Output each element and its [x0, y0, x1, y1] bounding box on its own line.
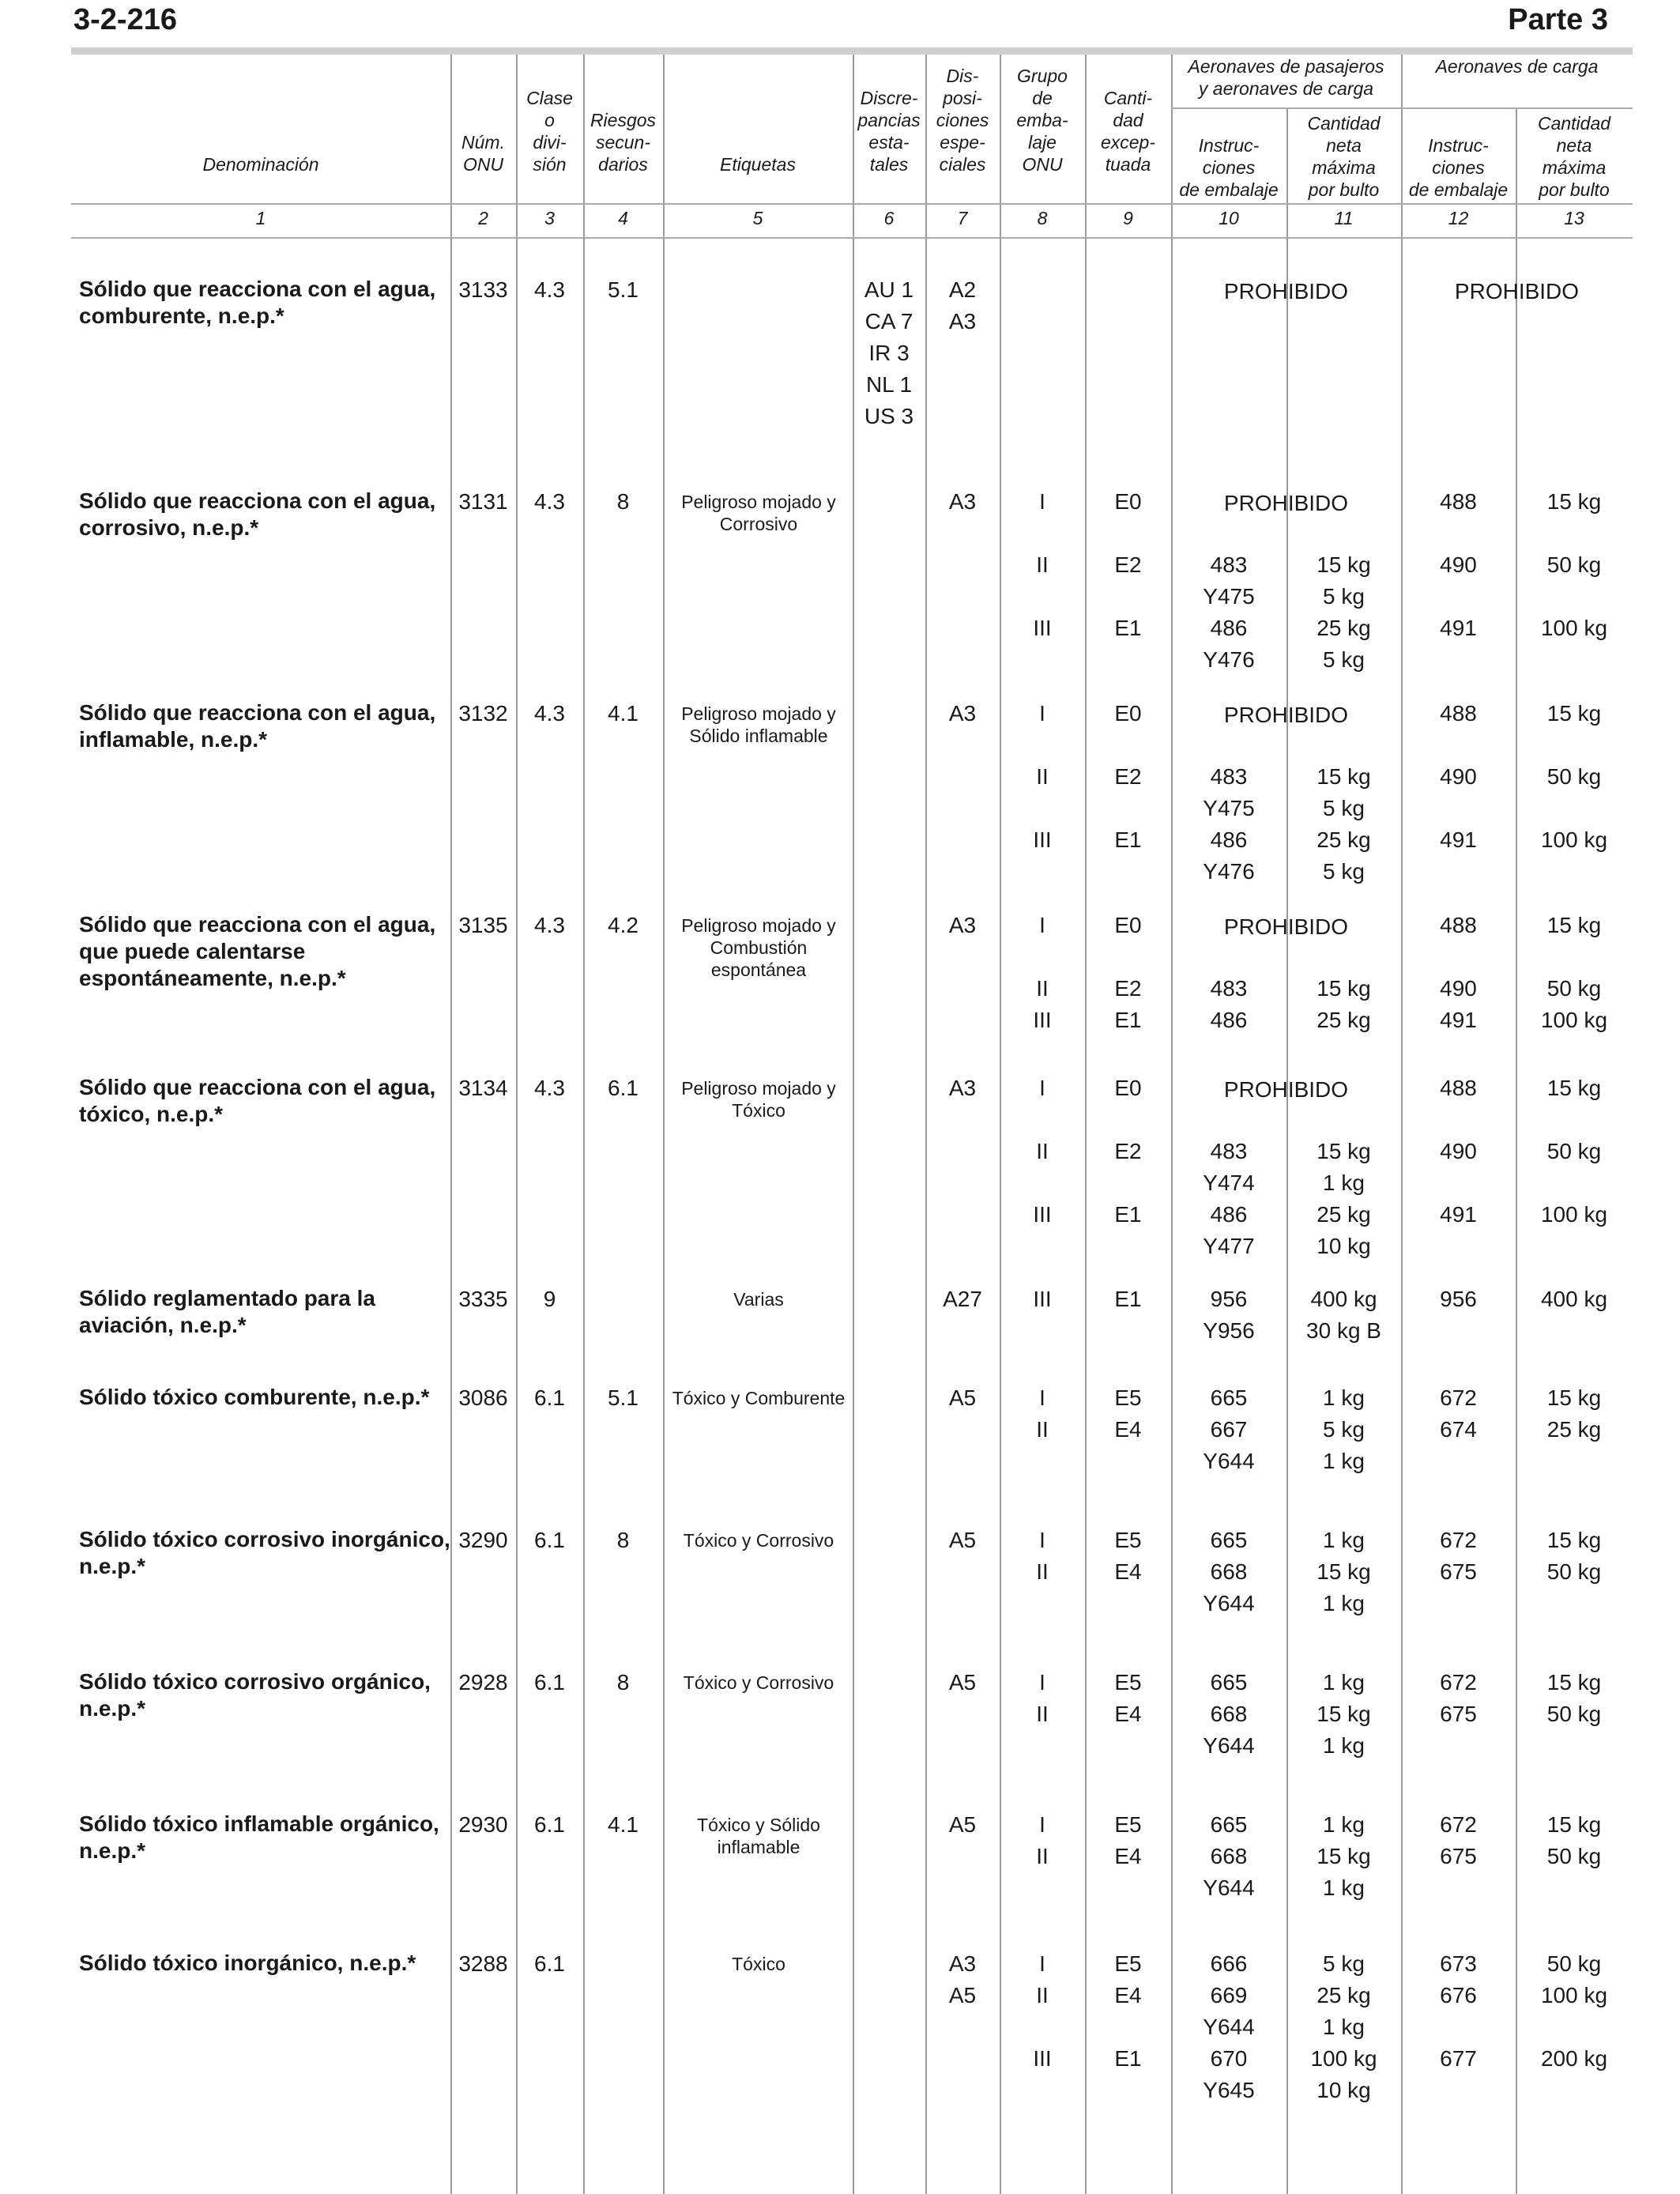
- column-number: 4: [618, 208, 628, 228]
- excepted-quantity: E0 E2 E1: [1114, 1076, 1142, 1227]
- cargo-packing-instruction: 672 675: [1440, 1812, 1477, 1868]
- onu-number: 3086: [458, 1385, 508, 1410]
- special-provisions: A5: [948, 1812, 977, 1837]
- column-divider: [450, 55, 452, 2194]
- onu-number: 3290: [458, 1528, 508, 1552]
- denomination: Sólido tóxico inflamable orgánico, n.e.p.*: [79, 1811, 439, 1863]
- cargo-max-quantity: 15 kg 50 kg 100 kg: [1540, 701, 1608, 852]
- excepted-quantity: E0 E2 E1: [1114, 701, 1142, 852]
- column-number: 12: [1448, 208, 1469, 228]
- passenger-packing-instruction: 666 669 Y644 670 Y645: [1203, 1951, 1255, 2102]
- packing-group: III: [1033, 1287, 1052, 1311]
- class-division: 4.3: [534, 277, 565, 302]
- column-number-divider: [71, 237, 1633, 239]
- header-clase: Clase o divi- sión: [526, 88, 573, 175]
- cargo-max-quantity: 400 kg: [1540, 1287, 1608, 1311]
- part-label: Parte 3: [1508, 3, 1608, 36]
- secondary-risk: 8: [616, 1528, 630, 1552]
- special-provisions: A5: [948, 1385, 977, 1410]
- column-divider: [925, 55, 927, 2194]
- passenger-packing-instruction: 665 668 Y644: [1203, 1812, 1255, 1900]
- secondary-risk: 5.1: [608, 1385, 638, 1410]
- column-number: 8: [1037, 208, 1048, 228]
- secondary-risk: 6.1: [608, 1076, 638, 1100]
- cargo-packing-instruction: 488 490 491: [1440, 913, 1477, 1032]
- passenger-max-quantity: 15 kg 5 kg 25 kg 5 kg: [1317, 552, 1371, 672]
- cargo-packing-instruction: 672 675: [1440, 1670, 1477, 1726]
- hazard-label: Peligroso mojado y Corrosivo: [681, 492, 836, 534]
- special-provisions: A27: [943, 1287, 982, 1311]
- passenger-prohibited: PROHIBIDO: [1223, 914, 1349, 939]
- cargo-packing-instruction: 488 490 491: [1440, 489, 1477, 640]
- secondary-risk: 8: [616, 1670, 630, 1695]
- cargo-max-quantity: 50 kg 100 kg 200 kg: [1540, 1951, 1608, 2071]
- denomination: Sólido que reacciona con el agua, comburente, n.e.p.*: [79, 277, 436, 328]
- state-variations: AU 1 CA 7 IR 3 NL 1 US 3: [864, 277, 914, 428]
- column-number: 13: [1564, 208, 1584, 228]
- header-cantidad-neta: Cantidad neta máxima por bulto: [1307, 113, 1381, 200]
- special-provisions: A3: [948, 701, 977, 726]
- column-divider: [583, 55, 585, 2194]
- secondary-risk: 4.1: [608, 701, 638, 726]
- passenger-prohibited: PROHIBIDO: [1223, 703, 1349, 727]
- passenger-max-quantity: 15 kg 1 kg 25 kg 10 kg: [1317, 1139, 1371, 1258]
- column-number: 9: [1123, 208, 1133, 228]
- column-number: 11: [1334, 208, 1354, 228]
- denomination: Sólido que reacciona con el agua, corrosivo, n.e.p.*: [79, 488, 436, 540]
- header-etiquetas: Etiquetas: [720, 154, 796, 175]
- hazard-label: Tóxico y Sólido inflamable: [697, 1815, 820, 1857]
- group-divider: [1171, 107, 1633, 109]
- cargo-packing-instruction: 673 676 677: [1440, 1951, 1477, 2071]
- hazard-label: Tóxico y Corrosivo: [683, 1672, 834, 1693]
- class-division: 6.1: [534, 1670, 565, 1695]
- passenger-prohibited: PROHIBIDO: [1223, 279, 1349, 303]
- cargo-max-quantity: 15 kg 50 kg 100 kg: [1540, 1076, 1608, 1227]
- packing-group: I II III: [1033, 913, 1052, 1032]
- header-pasajeros: Aeronaves de pasajeros y aeronaves de carga: [1188, 56, 1384, 99]
- onu-number: 3133: [458, 277, 508, 302]
- header-discrepancias: Discre- pancias esta- tales: [857, 88, 921, 175]
- passenger-packing-instruction: 665 667 Y644: [1203, 1385, 1255, 1473]
- onu-number: 2930: [458, 1812, 508, 1837]
- cargo-packing-instruction: 672 675: [1440, 1528, 1477, 1584]
- header-cantidad-exceptuada: Canti- dad excep- tuada: [1100, 88, 1156, 175]
- column-number: 1: [255, 208, 266, 228]
- onu-number: 3288: [458, 1951, 508, 1976]
- passenger-packing-instruction: 483 Y474 486 Y477: [1203, 1139, 1255, 1258]
- packing-group: I II III: [1033, 1076, 1052, 1227]
- class-division: 6.1: [534, 1385, 565, 1410]
- header-carga: Aeronaves de carga: [1435, 56, 1599, 77]
- passenger-max-quantity: 400 kg 30 kg B: [1306, 1287, 1381, 1343]
- onu-number: 3134: [458, 1076, 508, 1100]
- packing-group: I II: [1036, 1812, 1049, 1868]
- hazard-label: Tóxico y Comburente: [672, 1388, 846, 1408]
- cargo-max-quantity: 15 kg 50 kg 100 kg: [1540, 489, 1608, 640]
- column-divider: [663, 55, 665, 2194]
- packing-group: I II: [1036, 1528, 1049, 1584]
- page-number: 3-2-216: [73, 3, 177, 36]
- denomination: Sólido que reacciona con el agua, que puede calentarse espontáneamente, n.e.p.*: [79, 912, 436, 990]
- cargo-packing-instruction: 672 674: [1440, 1385, 1477, 1442]
- cargo-packing-instruction: 488 490 491: [1440, 1076, 1477, 1227]
- class-division: 6.1: [534, 1528, 565, 1552]
- header-cantidad-neta: Cantidad neta máxima por bulto: [1537, 113, 1611, 200]
- secondary-risk: 4.2: [608, 913, 638, 937]
- passenger-packing-instruction: 483 Y475 486 Y476: [1203, 552, 1255, 672]
- passenger-prohibited: PROHIBIDO: [1223, 491, 1349, 515]
- cargo-max-quantity: 15 kg 50 kg 100 kg: [1540, 913, 1608, 1032]
- passenger-packing-instruction: 483 Y475 486 Y476: [1203, 764, 1255, 884]
- header-divider: [71, 203, 1633, 205]
- onu-number: 3131: [458, 489, 508, 514]
- excepted-quantity: E5 E4 E1: [1114, 1951, 1142, 2071]
- class-division: 6.1: [534, 1951, 565, 1976]
- column-number: 6: [883, 208, 895, 228]
- packing-group: I II III: [1033, 1951, 1052, 2071]
- excepted-quantity: E1: [1114, 1287, 1142, 1311]
- column-divider: [516, 55, 518, 2194]
- header-grupo: Grupo de emba- laje ONU: [1016, 66, 1068, 175]
- secondary-risk: 5.1: [608, 277, 638, 302]
- packing-group: I II III: [1033, 701, 1052, 852]
- secondary-risk: 4.1: [608, 1812, 638, 1837]
- header-instrucciones: Instruc- ciones de embalaje: [1179, 135, 1279, 200]
- class-division: 4.3: [534, 1076, 565, 1100]
- denomination: Sólido tóxico corrosivo orgánico, n.e.p.*: [79, 1669, 431, 1721]
- hazard-label: Peligroso mojado y Tóxico: [681, 1078, 836, 1121]
- secondary-risk: 8: [616, 489, 630, 514]
- passenger-packing-instruction: 483 486: [1210, 976, 1248, 1032]
- denomination: Sólido tóxico comburente, n.e.p.*: [79, 1385, 430, 1409]
- onu-number: 3132: [458, 701, 508, 726]
- hazard-label: Peligroso mojado y Combustión espontánea: [681, 915, 836, 980]
- hazard-label: Peligroso mojado y Sólido inflamable: [681, 703, 836, 746]
- passenger-packing-instruction: 665 668 Y644: [1203, 1670, 1255, 1758]
- cargo-max-quantity: 15 kg 50 kg: [1546, 1528, 1602, 1584]
- passenger-max-quantity: 15 kg 25 kg: [1317, 976, 1371, 1032]
- column-number: 3: [544, 208, 555, 228]
- passenger-max-quantity: 5 kg 25 kg 1 kg 100 kg 10 kg: [1310, 1951, 1377, 2102]
- hazard-label: Tóxico: [732, 1954, 785, 1974]
- cargo-max-quantity: 15 kg 50 kg: [1546, 1670, 1602, 1726]
- column-number: 10: [1219, 208, 1239, 228]
- header-onu: Núm. ONU: [461, 132, 505, 175]
- denomination: Sólido que reacciona con el agua, tóxico, n.e.p.*: [79, 1075, 436, 1126]
- denomination: Sólido tóxico inorgánico, n.e.p.*: [79, 1951, 416, 1975]
- onu-number: 2928: [458, 1670, 508, 1695]
- column-number: 2: [478, 208, 488, 228]
- cargo-packing-instruction: 956: [1440, 1287, 1477, 1311]
- column-number: 5: [752, 208, 763, 228]
- excepted-quantity: E5 E4: [1114, 1385, 1142, 1442]
- passenger-max-quantity: 15 kg 5 kg 25 kg 5 kg: [1317, 764, 1371, 884]
- special-provisions: A3 A5: [948, 1951, 977, 2007]
- excepted-quantity: E5 E4: [1114, 1528, 1142, 1584]
- cargo-prohibited: PROHIBIDO: [1454, 279, 1580, 303]
- denomination: Sólido reglamentado para la aviación, n.e.p.*: [79, 1286, 375, 1337]
- denomination: Sólido que reacciona con el agua, inflamable, n.e.p.*: [79, 700, 436, 752]
- class-division: 4.3: [534, 489, 565, 514]
- passenger-max-quantity: 1 kg 15 kg 1 kg: [1317, 1528, 1371, 1615]
- cargo-max-quantity: 15 kg 50 kg: [1546, 1812, 1602, 1868]
- passenger-max-quantity: 1 kg 15 kg 1 kg: [1317, 1812, 1371, 1900]
- class-division: 6.1: [534, 1812, 565, 1837]
- class-division: 4.3: [534, 701, 565, 726]
- header-disposiciones: Dis- posi- ciones espe- ciales: [936, 66, 989, 175]
- denomination: Sólido tóxico corrosivo inorgánico, n.e.p.*: [79, 1527, 450, 1578]
- packing-group: I II III: [1033, 489, 1052, 640]
- class-division: 4.3: [534, 913, 565, 937]
- cargo-packing-instruction: 488 490 491: [1440, 701, 1477, 852]
- class-division: 9: [543, 1287, 556, 1311]
- packing-group: I II: [1036, 1385, 1049, 1442]
- special-provisions: A3: [948, 1076, 977, 1100]
- special-provisions: A3: [948, 913, 977, 937]
- passenger-packing-instruction: 956 Y956: [1203, 1287, 1255, 1343]
- passenger-packing-instruction: 665 668 Y644: [1203, 1528, 1255, 1615]
- header-instrucciones: Instruc- ciones de embalaje: [1408, 135, 1509, 200]
- passenger-max-quantity: 1 kg 15 kg 1 kg: [1317, 1670, 1371, 1758]
- excepted-quantity: E0 E2 E1: [1114, 489, 1142, 640]
- onu-number: 3135: [458, 913, 508, 937]
- header-riesgos: Riesgos secun- darios: [590, 110, 657, 175]
- excepted-quantity: E5 E4: [1114, 1812, 1142, 1868]
- special-provisions: A5: [948, 1528, 977, 1552]
- cargo-max-quantity: 15 kg 25 kg: [1546, 1385, 1602, 1442]
- special-provisions: A5: [948, 1670, 977, 1695]
- header-denominacion: Denominación: [202, 154, 319, 175]
- passenger-prohibited: PROHIBIDO: [1223, 1077, 1349, 1102]
- onu-number: 3335: [458, 1287, 508, 1311]
- special-provisions: A3: [948, 489, 977, 514]
- header-rule: [71, 47, 1633, 55]
- hazard-label: Tóxico y Corrosivo: [683, 1530, 834, 1551]
- packing-group: I II: [1036, 1670, 1049, 1726]
- hazard-label: Varias: [733, 1289, 784, 1310]
- special-provisions: A2 A3: [948, 277, 977, 334]
- excepted-quantity: E5 E4: [1114, 1670, 1142, 1726]
- column-number: 7: [957, 208, 968, 228]
- passenger-max-quantity: 1 kg 5 kg 1 kg: [1323, 1385, 1365, 1473]
- excepted-quantity: E0 E2 E1: [1114, 913, 1142, 1032]
